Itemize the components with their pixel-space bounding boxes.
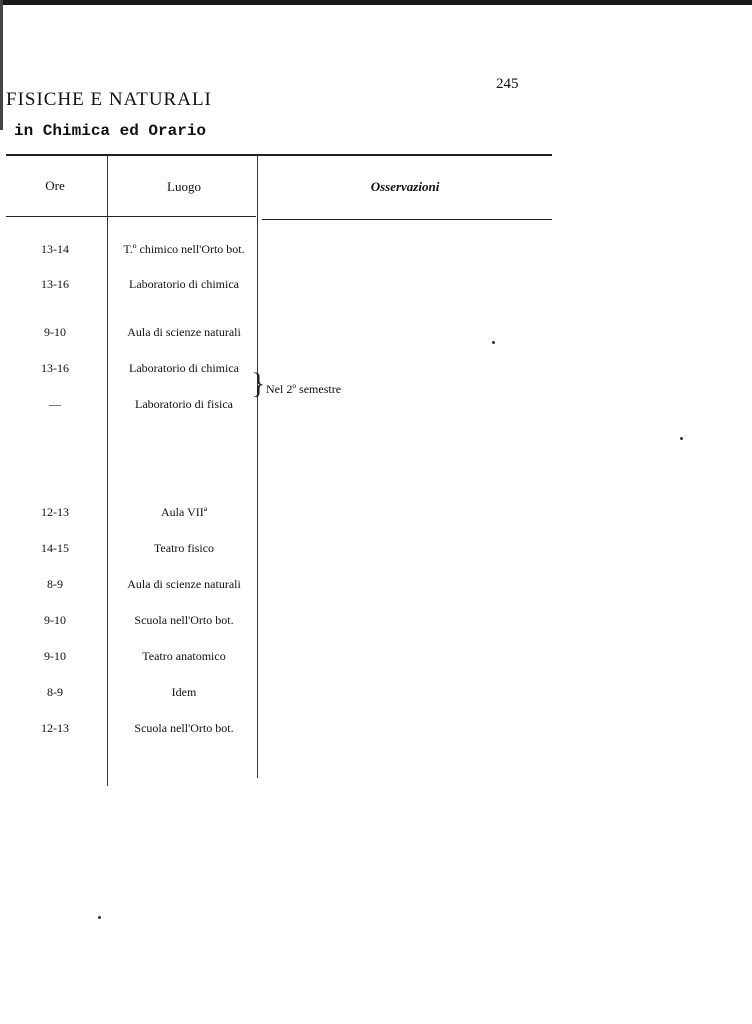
luogo-cell: Aula di scienze naturali [127, 577, 241, 591]
luogo-cell: Idem [171, 685, 197, 699]
ore-cell: 8-9 [47, 577, 63, 591]
table-subtitle: in Chimica ed Orario [14, 122, 207, 140]
scan-speck [680, 437, 683, 440]
header-osservazioni: Osservazioni [370, 179, 440, 194]
luogo-cell: Scuola nell'Orto bot. [134, 721, 234, 735]
page-left-edge [0, 0, 3, 130]
header-bottom-rule-left [6, 216, 256, 217]
luogo-cell: Teatro anatomico [142, 649, 226, 663]
table-top-rule [6, 154, 552, 156]
luogo-cell: Aula VIIª [160, 505, 208, 519]
ore-cell: 9-10 [44, 325, 66, 339]
ore-cell: 13-14 [41, 242, 69, 256]
column-divider-luogo [257, 156, 258, 778]
ore-cell: 8-9 [47, 685, 63, 699]
page-number: 245 [496, 76, 519, 92]
scan-speck [492, 341, 495, 344]
ore-cell: — [49, 397, 61, 411]
ore-cell: 9-10 [44, 649, 66, 663]
luogo-cell: Laboratorio di chimica [129, 361, 239, 375]
header-bottom-rule-right [262, 219, 552, 220]
ore-cell: 12-13 [41, 505, 69, 519]
luogo-cell: Scuola nell'Orto bot. [134, 613, 234, 627]
grouping-brace: } [251, 367, 266, 400]
ore-cell: 13-16 [41, 361, 69, 375]
observation-note: Nel 2º semestre [266, 382, 342, 396]
scan-speck [98, 916, 101, 919]
luogo-cell: Aula di scienze naturali [127, 325, 241, 339]
luogo-cell: T.º chimico nell'Orto bot. [123, 242, 245, 256]
ore-cell: 9-10 [44, 613, 66, 627]
luogo-cell: Laboratorio di chimica [129, 277, 239, 291]
page-top-edge [0, 0, 752, 5]
luogo-cell: Teatro fisico [153, 541, 215, 555]
header-luogo: Luogo [167, 179, 201, 194]
column-divider-ore [107, 156, 108, 786]
section-title: FISICHE E NATURALI [6, 89, 212, 110]
ore-cell: 14-15 [41, 541, 69, 555]
luogo-cell: Laboratorio di fisica [135, 397, 233, 411]
header-ore: Ore [45, 178, 65, 193]
ore-cell: 13-16 [41, 277, 69, 291]
ore-cell: 12-13 [41, 721, 69, 735]
